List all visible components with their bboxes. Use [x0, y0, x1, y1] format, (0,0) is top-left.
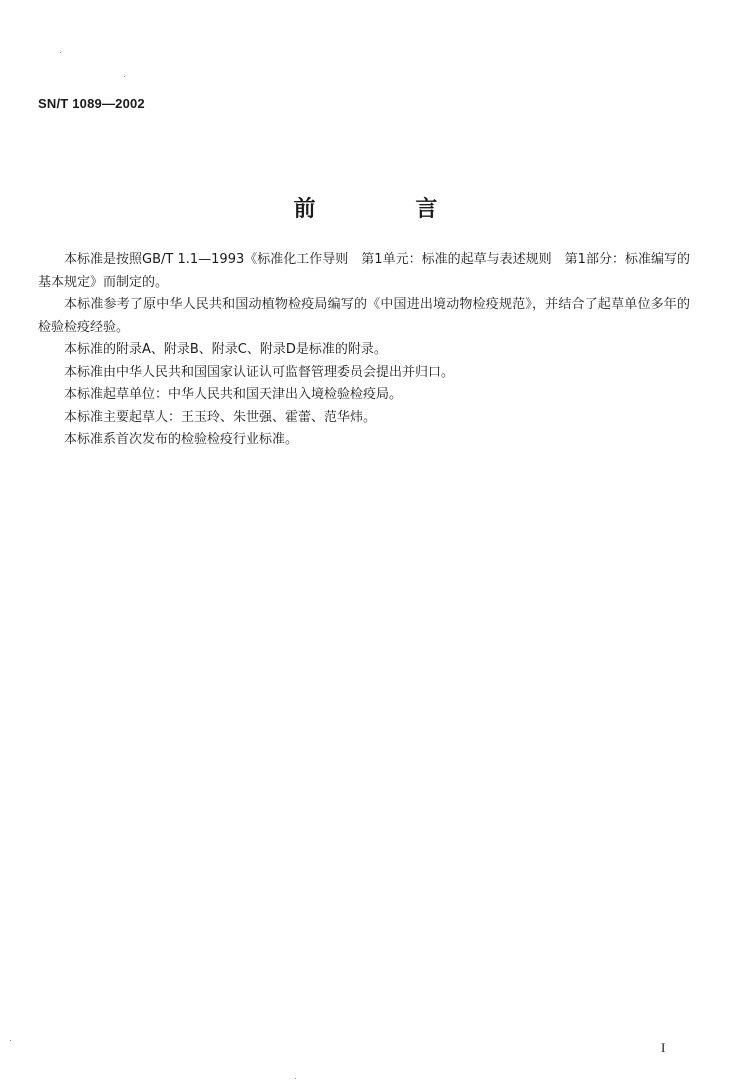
foreword-paragraph: 本标准的附录A、附录B、附录C、附录D是标准的附录。 [64, 342, 387, 357]
scan-speck [10, 1040, 11, 1041]
page-number: I [661, 1040, 666, 1055]
foreword-paragraph: 本标准主要起草人：王玉玲、朱世强、霍蕾、范华炜。 [64, 409, 377, 425]
foreword-paragraph: 本标准系首次发布的检验检疫行业标准。 [64, 432, 299, 447]
foreword-paragraph: 本标准参考了原中华人民共和国动植物检疫局编写的《中国进出境动物检疫规范》，并结合了起草单位多年的检验检疫经验。 [38, 297, 690, 335]
foreword-paragraph: 本标准起草单位：中华人民共和国天津出入境检验检疫局。 [64, 387, 403, 402]
foreword-body [38, 249, 690, 452]
scan-speck [295, 1078, 296, 1079]
standard-code: SN/T 1089—2002 [38, 96, 145, 111]
foreword-paragraph: 本标准由中华人民共和国国家认证认可监督管理委员会提出并归口。 [64, 364, 455, 380]
scan-speck [124, 76, 125, 77]
page-title: 前 言 [293, 197, 484, 222]
scan-speck [60, 52, 61, 53]
foreword-paragraph: 本标准是按照GB/T 1.1—1993《标准化工作导则 第1单元：标准的起草与表述规则 第1部分：标准编写的基本规定》而制定的。 [38, 252, 690, 290]
